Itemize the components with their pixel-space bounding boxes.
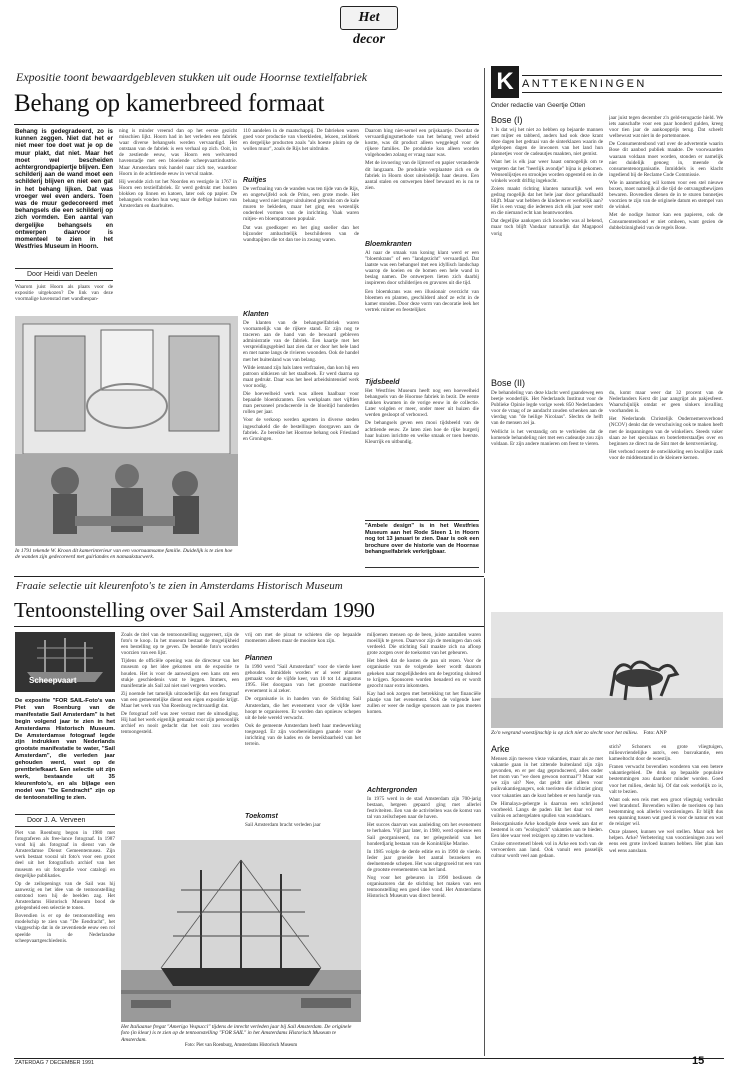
story1-lead: Behang is gedegradeerd, zo is kunnen zeggen. Niet dat het er niet meer toe doet wat je op de muur plakt, dat niet. Maar het moet wel bescheiden achtergrondpapiertje blijven. Een schilderij aan de wand moet een schilderij blijven en niet een gat in het behang lijken. Dat was vroeger wel even anders. Toen was de muur gedecoreerd met behangsels die een schilderij op zich vormden. Een aantal van dergelijke behangsels en ontwerpen daarvoor is momenteel te zien in het Westfries Museum in Hoorn. xyxy=(15,128,113,251)
story1-kicker: Expositie toont bewaardgebleven stukken uit oude Hoornse textielfabriek xyxy=(16,70,368,84)
story2-photo xyxy=(121,840,361,1022)
story1-col3b: De verfraaiing van de wanden was ten tijde van de Rijs, en ongetwijfeld ook de Prins, een grote mode. Het behang werd niet langer uitsluitend gebruikt om de kale muren te bekleden, maar het ging een wezenlijk onderdeel vormen van de inrichting. Vaak waren ruitjes- en bloempatronen populair. Dat was goedkoper en het ging sneller dan het bijzonder ambachtelijk beschilderen van de wandtapijten die tot dan toe in zwang waren. xyxy=(243,186,359,243)
story2-col4b: In 1975 werd in de stad Amsterdam zijn 700-jarig bestaan, hetgeen gepaard ging met allerlei festiviteiten. Een van de activiteiten was de komst van tal van zeilschepen naar de haven. Het succes daarvan was aanleiding om het evenement te herhalen. Vijf jaar later, in 1980, werd opnieuw een Sail georganiseerd, nu ter gelegenheid van het honderdjarig bestaan van de Koninklijke Marine. In 1985 volgde de derde editie en in 1990 de vierde. Ieder jaar groeide het aantal bezoekers en deelnemende schepen. Het was uitgegroeid tot een van de grootste evenementen van het land. Nog voor het gebeuren in 1990 beslissen de organisatoren dat de stichting het maken van een tentoonstelling een goed idee vond. Het Amsterdams Historisch Museum was direct bereid. xyxy=(367,796,481,900)
story2-caption xyxy=(121,1024,361,1058)
kanttekeningen-caption xyxy=(491,730,723,738)
story2-col1: Piet van Roenburg begon in 1980 met fotograferen als free-lance fotograaf. In 1987 vond hij als fotograaf in dienst van de Amsterdamse Dienst Gemeentemusea. Zijn werk bestaat vooral uit foto's voor een groot deel uit het fotografisch archief van het museum en uit fotografie voor catalogi en dergelijke publikaties. Op de zeilopenings van de Sail was hij aanwezig en het idee van de tentoonstelling ontstond toen hij de beelden zag. Het Amsterdams Historisch Museum bood de gelegenheid een selectie te tonen. Bovendien is er op de tentoonstelling een modelschip te zien van "De Eendracht", het vlaggeschip dat in de zeventiende eeuw een rol speelde in de Nederlandse scheepvaartgeschiedenis. xyxy=(15,830,115,944)
story1-sub-ruitjes: Ruitjes xyxy=(243,177,267,184)
kanttekeningen-title: ANTTEKENINGEN xyxy=(522,75,722,93)
kanttekeningen-editor: Onder redactie van Geertje Otten xyxy=(491,102,586,109)
bose2-col1: De behandeling van deze klacht werd gaandeweg een beetje wonderlijk. Het Nederlands Instituut voor de Publieke Opinie legde vorige week 850 Nederlanders voor de vraag of ze aandacht zouden schenken aan de vierdag van "de heilige Nicolaas". Slechts de helft van de mensen zei ja. Wellicht is het verstandig om te verbieden dat de komende behandeling niet met een cadeautje zou zijn voldaan. Er zijn andere manieren om feest te vieren. xyxy=(491,390,603,447)
story1-byline: Door Heidi van Deelen xyxy=(15,268,113,281)
bose1-col2: jaar juist tegen december z'n geld-terugactie hield. We iets aanschafte voor een paar honderd gulden, kreeg voor tien jaar de aankoopprijs terug. Dat scheelt welbewust wat niet in de portemonnee. De Consumentenbond vatl over de advertentie waarin Bose dit aanbod publiek maakte. De voorwaarden waaraan voldaan moet worden, stonden er namelijk niet duidelijk genoeg in, meende de consumentenorganisatie. Inmiddels is een klacht ingediend bij de Reclame Code Commissie. Wie in aanmerking wil komen voor een stel nieuwe boxen, moet namelijk al die tijd de ontvangstbewijzen bewaren. Bovendien dienen de in te sturen bonnetjes voorzien te zijn van de originele datum en stempel van de winkel. Met de nodige humor kan een papieren, ook de Consumentenbond er niet omheen, want gezien de dubbelzinnigheid van de regels Bose. xyxy=(609,115,723,231)
story1-caption: In 1791 tekende W. Kroon dit kamerinterieur van een voornaamsame familie. Duidelijk is te zien hoe de wanden zijn gedecoreerd met guirlandes en namaakstucwerk. xyxy=(15,548,233,561)
story1-info-box xyxy=(365,520,479,568)
story1-col4: Daarom hing niet-sernel een prijskaartje. Doordat de vervaardigingsmethode van het behang veel arbeid kostte, was dit product alleen weggelegd voor de rijkere families. De produktie kon alleen worden volgehouden zolang er vraag naar was. Met de invoering van de lijmverf en papier veranderde dit langzaam. De produktie verplaatste zich en de fabriek in Hoorn sloot uiteindelijk haar deuren. Een aantal stalen en ontwerpen bleef bewaard en is nu te zien. xyxy=(365,128,479,191)
story1-sub-bloemkranten: Bloemkranten xyxy=(365,241,412,248)
kanttekeningen-logo xyxy=(491,66,519,98)
story1-col4b: Al naar de smaak van koning klant werd er een "bloemkrans" of een "landgezicht" vervaardigd. Dat laatste was een behangsel met een idyllisch landschap waarop de koeien en de bomen een hele wand in beslag namen. De ontwerpers lieten zich daarbij inspireren door schilderijen en gravures uit die tijd. Een bloemkrans was een illusionair overzicht van bloemen en planten, geschilderd alsof ze echt in de kamer stonden. Door deze vorm van decoratie leek het vertrek ruimer en feestelijker. xyxy=(365,250,479,313)
story1-sub-klanten: Klanten xyxy=(243,311,269,318)
arke-title: Arke xyxy=(491,744,510,754)
story1-photo xyxy=(15,316,238,546)
story1-col2: ning is minder vreemd dan op het eerste gezicht misschien lijkt. Hoorn had in het verleden een fabriek waar diverse behangsels werden vervaardigd. Het ontstaan van de fabriek is een verhaal op zich. Ooit, in de zestiende eeuw, was Hoorn een welvarend havenstadje met een bloeiende scheepvaartindustrie. Maar Amsterdam trok handel naar zich toe, waardoor Hoorn in de achttiende eeuw in verval raakte. Hij wendde zich tot het Noorden en vestigde in 1767 in Hoorn een textielfabriek. Er werd gedrukt met houten blokken op linnen en katoen, later ook op papier. De behangsels vonden hun weg naar de deftige huizen van Amsterdam en daarbuiten. xyxy=(119,128,237,210)
story2-col4: miljoenen mensen op de been, juiste aantallen waren moeilijk te geven. Daarvoor zijn de meningen dan ook verdeeld. Die stichting Sail maakte zich na afloop grote zorgen over de toekomst van het gebeuren. Het bleek dat de kosten de pan uit rezen. Voor de organisatie van de volgende keer wordt daarom gekeken naar mogelijkheden om de begroting sluitend te krijgen. Sponsoren worden benaderd en er wordt gezocht naar extra inkomsten. Kay had ook zorgen met betrekking tot het financiële plaatje van het evenement. Ook de volgende keer zullen er weer de nodige sponsors aan te pas moeten komen. xyxy=(367,632,481,716)
interior-illustration xyxy=(15,316,238,546)
bose2-col2: du, komt maar weer dat 32 procent van de Nederlanders Kerst dit jaar aangrijpt als pakjesfeest. Waarschijnlijk omdat er geen sinkers invalling voorhanden is. Het Nederlands Christelijk Ondernemersverbond (NCOV) denkt dat de verschuiving ook te maken heeft met de inspanningen van de winkeliers. Steeds vaker slaan ze het speculaas en boterletterstaafjes over en beginnen ze direct na de Sint met de kerstversiering. Het verbond noemt de ontwikkeling een kwalijke zaak voor de middenstand in de kleinere kernen. xyxy=(609,390,723,461)
story2-col3b: In 1990 werd "Sail Amsterdam" voor de vierde keer gehouden. Inmiddels worden er al weer plannen gemaakt voor de vijfde keer, van 10 tot 14 augustus 1995. Het doorgaan van het grootste maritieme evenement is al zeker. De organisatie is in handen van de Stichting Sail Amsterdam, die het evenement voor de vijfde keer hoopt te organiseren. Er worden dan opnieuw schepen uit de hele wereld verwacht. Ook de gemeente Amsterdam heeft haar medewerking toegezegd. Er zijn voorbereidingen gaande voor de inrichting van de kades en de bereikbaarheid van het terrein. xyxy=(245,664,361,748)
story2-col3c: Sail Amsterdam bracht verleden jaar xyxy=(245,822,321,828)
story1-col3: 110 aandelen in de maatschappij. De fabrieken waren goed voor productie van vloerkleden, lekoen, zeildoek en dergelijke producten zoals "als hoeste pluim op de wollen muur", zoals de Rijs het uitdrukte. xyxy=(243,128,359,153)
story2-headline: Tentoonstelling over Sail Amsterdam 1990 xyxy=(14,598,375,622)
story2-caption-credit: Foto: Piet van Roenburg, Amsterdams Historisch Museum xyxy=(184,1043,298,1049)
story2-sub-plannen: Plannen xyxy=(245,655,273,662)
section-logo-text: Het decor xyxy=(353,10,385,47)
bose1-col1: 't Is dat wij het niet zo hebben op bejaarde mannen met mijter en tabberd, anders had ook deze krant deze dagen het gedraai van de sinterklazen waarin de afgelopen dagen de inwoners van het land hun plannetjes voor de cadeautjes maakten, niet gemist. Want het is elk jaar weer haast onmogelijk om te vergeten dat het "heerlijk avondje" bijna is gekomen. Wensenlijstjes en strookjes worden opgesteld en in de winkels wordt driftig ingekocht. Zoiets maakt richting klanten natuurlijk wel een gedrag mogelijk dat het hele jaar door gehandhaafd blijft. Maar wat hebben de kinderen er werkelijk aan? Het is een vraag die iedereen zich elk jaar weer stelt en die niemand echt kan beantwoorden. Dat degelijke aankopen zich loonden was al bekend, maar toch blijft Vandaar natuurlijk dat Magapool vorig xyxy=(491,127,603,237)
story2-col2: Zoals de titel van de tentoonstelling suggereert, zijn de foto's te koop. In het museum bestaat de mogelijkheid een bestelling op te geven. De bestelde foto's worden voorzien van een lijst. Tijdens de officiële opening was de directeur van het museum op het idee gekomen om de expositie te houden. Het is voor de aanwezigen een kans om een stukje geschiedenis vast te leggen. Immers, een manifestatie als Sail zal niet snel vergeten worden. Zij noemde het tamelijk uitzonderlijk dat een fotograaf van een gemeentelijke dienst een eigen expositie krijgt. Maar het werk van Van Roenburg rechtvaardigt dat. De fotograaf zelf was zeer verrast met de uitnodiging. Hij had het werk eigenlijk gemaakt voor zijn persoonlijk archief en nooit gedacht dat het ooit zou worden tentoongesteld. xyxy=(121,632,239,736)
kanttekeningen-photo xyxy=(491,612,723,728)
arke-col2: stich? Schoners en grote vliegtuigen, milieuvriendelijke auto's, een busvakantie, een kameeltocht door de woestijn. Franen verwacht bovendien wonderen van een betere vakantiegebied. De druk op bepaalde populaire bestemmingen zou daardoor minder worden. Goed voor het milieu, denkt hij. Of dat ook werkelijk zo is, valt te bezien. Want ook een reis met een groot vliegtuig verbruikt veel brandstof. Bovendien willen de toeristen op hun bestemming ook allerlei voorzieningen. Er blijft dus een spanning tussen wat goed is voor de natuur en wat de reiziger wil. Onze planeet, kunnen we wel stellen. Maar ook het helpen. Arke? Verbetering van voorzieningen zou wel eens een grote invloed kunnen hebben. Het plan kan wel eens aanslaan. xyxy=(609,744,723,854)
story2-poster xyxy=(15,632,115,692)
story1-sub-tijdsbeeld: Tijdsbeeld xyxy=(365,379,400,386)
story2-kicker: Fraaie selectie uit kleurenfoto's te zien in Amsterdams Historisch Museum xyxy=(16,580,343,592)
story1-col3c: De klanten van de behangselfabriek waren voornamelijk van de rijkere stand. Er zijn nog te traceren aan de hand van de bewaard gebleven administratie van de fabriek. Een kaartje met het verspreidingsgebied laat zien dat er door het hele land en met name langs de rivieren woonden. Ook de handel met het buitenland was van belang. Wilde iemand zijn hals laten verfraaien, dan kon hij een patroon uitkiezen uit het staalboek. Er werd daarna op maat gedrukt. Daar was het heel arbeidsintensief werk voor nodig. Die hoeveelheid werk was alleen haalbaar voor bepaalde bloemkranten. Een werkplaats met vijftien man personeel produceerde in de bloeitijd honderden rollen per jaar. Voor de verkoop werden agenten in diverse steden ingeschakeld die de bestellingen doorgaven aan de fabriek. Zo bereikte het Hoornse behang ook Friesland en Groningen. xyxy=(243,320,359,442)
story1-intro: Waarom juist Hoorn als plaats voor de expositie uitgekozen? De link van deze voormalige havenstad met wandbespan- xyxy=(15,284,113,303)
bose2-title: Bose (II) xyxy=(491,378,526,388)
footer-date: ZATERDAG 7 DECEMBER 1991 xyxy=(15,1060,94,1066)
story2-sub-achtergronden: Achtergronden xyxy=(367,787,418,794)
poster-label: Scheepvaart xyxy=(29,676,77,685)
page-number: 15 xyxy=(692,1055,705,1067)
tall-ship-illustration xyxy=(121,840,361,1022)
story2-byline: Door J. A. Verveen xyxy=(15,814,115,827)
story1-col4c: Het Westfries Museum heeft nog een hoeveelheid behangsels van de Hoornse fabriek in bezit. De eerste stukken kwamen in de vorige eeuw in de collectie. Later volgden er meer, onder meer uit huizen die werden gesloopt of verbouwd. De behangsels geven een mooi tijdsbeeld van de achttiende eeuw. Ze laten zien hoe de rijke burgerij haar huizen inrichtte en welke smaak er toen heerste. Kleurrijk en uitbundig. xyxy=(365,388,479,445)
camel-illustration xyxy=(491,612,723,728)
kanttekeningen-letter: K xyxy=(496,68,514,95)
story2-col3: vrij om met de piraat te schieten die op bepaalde momenten alleen maar de mooiste kon zijn. xyxy=(245,632,361,645)
story2-sub-toekomst: Toekomst xyxy=(245,813,278,820)
arke-col1: Mensen zijn toeweo vieze vakanties, maar als ze met vakantie gaan in het zittende buitenland zijn zijn gevonden, en er per dag geproduceerd, alles onder het mom van "we doen gewoon normaal"? Maar wat we zijn uit? Nee, dat geldt niet alleen voor puikvakantiegangers, ook toeristen die richtziet ginrg voor vakanties aan de kust hebben er een handje van. De Himalaya-gebergte is daarvan een schrijnend voorbeeld. Langs de paden likt het daar vol met vuilnis en achtergelaten spullen van wandelaars. Reisorganisatie Arke kondigde deze week aan dat er bestemd is om "ecologisch" vakanties aan te bieden. Een idee waar veel reizigers op zitten te wachten. Cruise omvertenetl bleek vol in Arke een toch van de vervoerders aan land. Ook vanuit een passelijk cultuur wordt veel aan gedaan. xyxy=(491,756,603,860)
story1-info-text: "Ambele design" is in het Westfries Museum aan het Rode Steen 1 in Hoorn nog tot 13 januari te zien. Daar is ook een brochure over de historie van de Hoornse behangselfabriek verkrijgbaar. xyxy=(365,523,479,555)
kanttekeningen-caption-text: Zo'n wegrand woestijnschip is op zich niet zo slecht voor het milieu. xyxy=(491,730,638,736)
story2-caption-text: Het Italiaanse fregat "Amerigo Vespucci" tijdens de inrecht verleden jaar bij Sail Amsterdam. De originele foto (in kleur) is te zien op de tentoonstelling "FOR SAIL" in het Amsterdams Historisch Museum te Amsterdam. xyxy=(121,1024,352,1043)
story2-lead: De expositie "FOR SAIL-Foto's van Piet van Roenburg van de manifestatie Sail Amsterdam" is het begin volgend jaar te zien in het Amsterdams Historisch Museum. De Amsterdamse fotograaf legde zijn indrukken van Nederlands grootste manifestatie te water, "Sail Amsterdam", die verleden jaar gehouden werd, vast op de prentbriefkaart. Een selectie uit zijn werk, bestaande uit 35 kleurenfoto's, en als bijlage een model van "De Eendracht" zijn op de tentoonstelling te zien. xyxy=(15,698,115,801)
kanttekeningen-caption-credit: Foto: ANP xyxy=(643,730,667,736)
story1-headline: Behang op kamerbreed formaat xyxy=(14,90,325,117)
section-logo xyxy=(340,6,398,47)
bose1-title: Bose (I) xyxy=(491,115,523,125)
